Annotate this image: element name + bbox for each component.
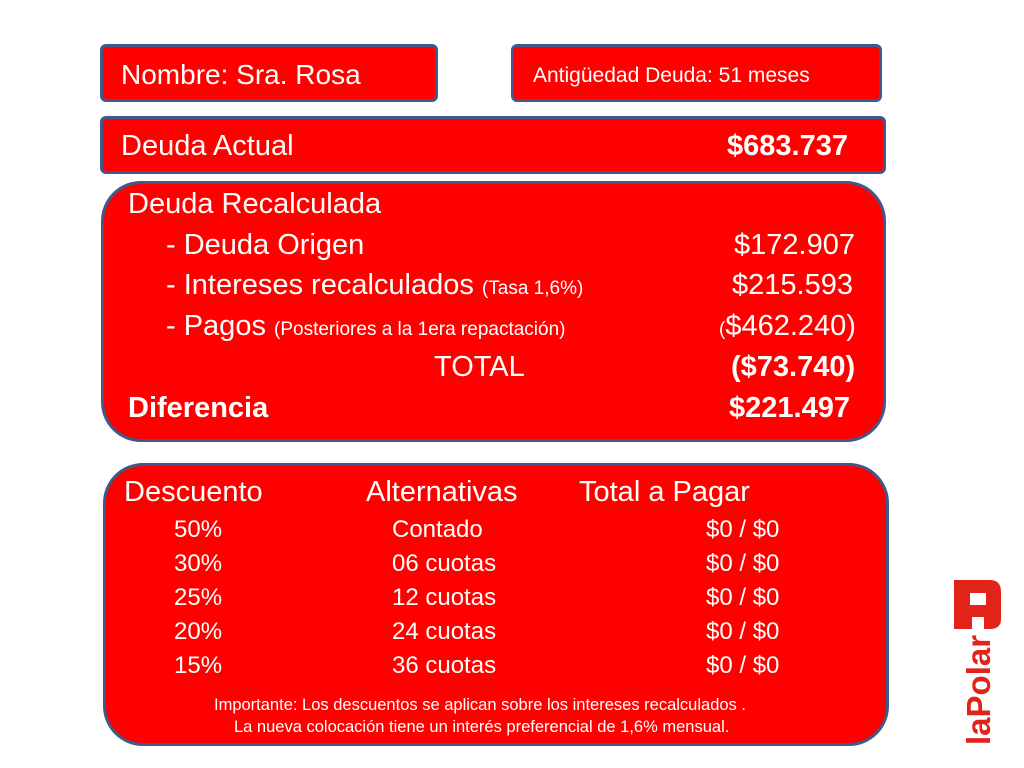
total-cell: $0 / $0 [706, 550, 780, 577]
total-label: TOTAL [434, 351, 525, 383]
difference-value: $221.497 [729, 392, 850, 424]
payment-options-box [103, 463, 889, 746]
important-note-line1: Importante: Los descuentos se aplican sobre los intereses recalculados . [214, 696, 746, 714]
discount-cell: 30% [174, 550, 223, 577]
discount-cell: 25% [174, 584, 223, 611]
payments-label: - Pagos [166, 310, 266, 342]
difference-label: Diferencia [128, 392, 269, 424]
total-cell: $0 / $0 [706, 584, 780, 611]
total-header: Total a Pagar [579, 476, 750, 508]
important-note-line2: La nueva colocación tiene un interés preferencial de 1,6% mensual. [234, 718, 730, 736]
recalculated-title: Deuda Recalculada [128, 188, 382, 220]
lapolar-p-icon [954, 580, 1001, 629]
current-debt-value: $683.737 [727, 130, 848, 162]
interest-row [166, 269, 583, 302]
total-cell: $0 / $0 [706, 516, 780, 543]
alternative-cell: 12 cuotas [392, 584, 497, 611]
origin-debt-value: $172.907 [734, 229, 855, 261]
client-name-box [100, 44, 438, 102]
current-debt-label: Deuda Actual [121, 130, 294, 162]
payments-paren: ( [719, 319, 726, 340]
discount-cell: 15% [174, 652, 223, 679]
payments-row [166, 310, 566, 343]
origin-debt-label: - Deuda Origen [166, 229, 365, 261]
payments-value [719, 310, 856, 343]
total-cell: $0 / $0 [706, 618, 780, 645]
interest-label: - Intereses recalculados [166, 269, 474, 301]
interest-rate-note: (Tasa 1,6%) [481, 278, 584, 299]
payments-note: (Posteriores a la 1era repactación) [274, 319, 566, 340]
alternatives-header: Alternativas [366, 476, 518, 508]
lapolar-logo [948, 577, 1004, 747]
discount-cell: 20% [174, 618, 223, 645]
alternative-cell: Contado [392, 516, 483, 543]
discount-cell: 50% [174, 516, 223, 543]
debt-age-box [511, 44, 882, 102]
lapolar-wordmark: laPolar [960, 634, 997, 745]
alternative-cell: 06 cuotas [392, 550, 497, 577]
debt-age: Antigüedad Deuda: 51 meses [533, 64, 810, 87]
total-cell: $0 / $0 [706, 652, 780, 679]
client-name: Nombre: Sra. Rosa [121, 59, 361, 90]
total-value: ($73.740) [731, 351, 856, 383]
interest-value: $215.593 [732, 269, 853, 301]
alternative-cell: 24 cuotas [392, 618, 497, 645]
alternative-cell: 36 cuotas [392, 652, 497, 679]
payments-amount: $462.240) [725, 310, 856, 342]
current-debt-box [100, 116, 886, 174]
discount-header: Descuento [124, 476, 263, 508]
recalculated-debt-box [101, 181, 886, 442]
